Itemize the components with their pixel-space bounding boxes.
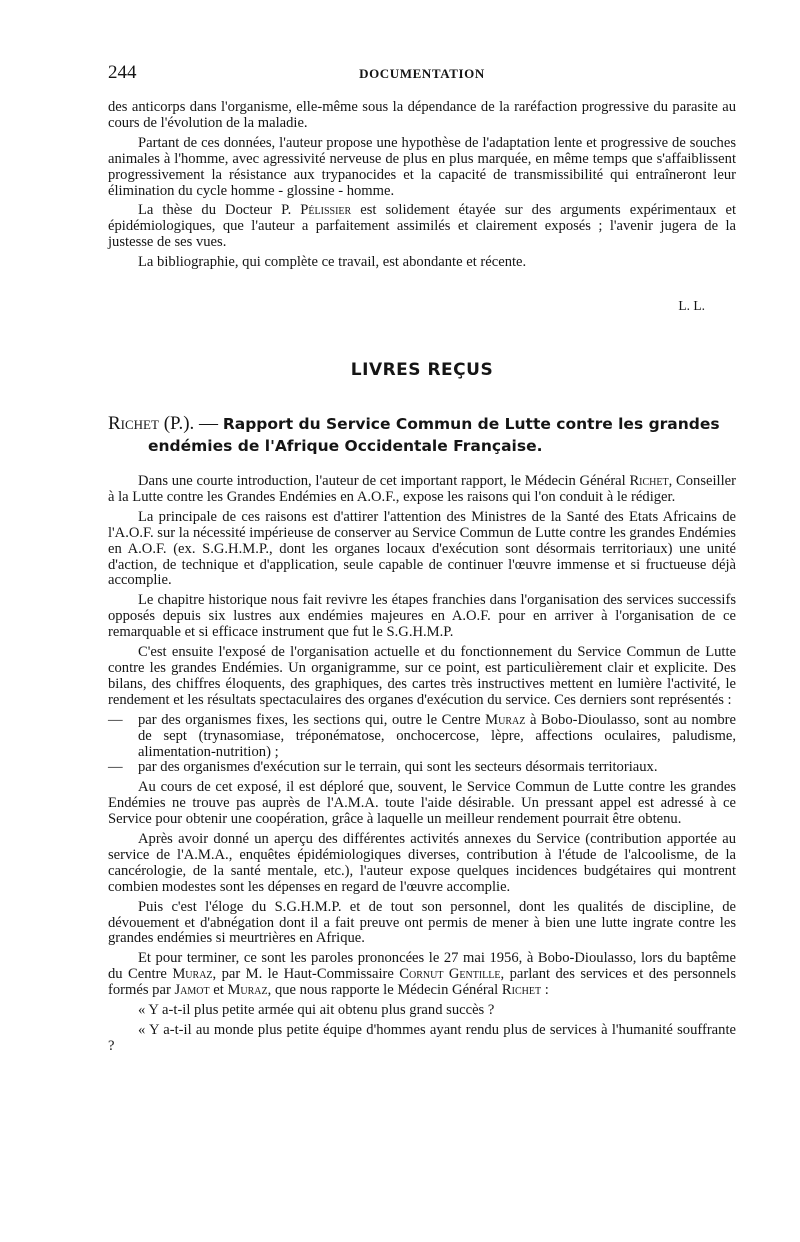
review-heading — [108, 413, 736, 457]
text-run: , que nous rapporte le Médecin Général — [267, 982, 502, 999]
text-run: , par M. le Haut-Commissaire — [212, 966, 400, 983]
review-heading-line-2 — [108, 435, 736, 457]
text-run: : — [541, 982, 549, 999]
paragraph: C'est ensuite l'exposé de l'organisation actuelle et du fonctionnement du Service Commun de Lutte contre les grandes Endémies. Un organigramme, sur ce point, est particulièrement clair et explicite. Des bilans, des chiffres éloquents, des graphiques, des cartes très instructives mettent en lumière l'activité, le rendement et les résultats spectaculaires des organes d'exécution du service. Ces derniers sont représentés : — [108, 644, 736, 708]
dash-bullet: — — [108, 759, 123, 776]
paragraph: Le chapitre historique nous fait revivre les étapes franchies dans l'organisation des services successifs opposés depuis six lustres aux endémies majeures en A.O.F. pour en arriver à l'organisation de ce remarquable et si efficace instrument que fut le S.G.H.M.P. — [108, 592, 736, 641]
person-name: Muraz — [227, 982, 268, 999]
quote: « Y a-t-il au monde plus petite équipe d'hommes ayant rendu plus de services à l'humanité souffrante ? — [108, 1022, 736, 1054]
text-run: et — [209, 982, 228, 999]
paragraph — [108, 474, 736, 506]
review-signature: L. L. — [678, 298, 705, 313]
paragraph: Puis c'est l'éloge du S.G.H.M.P. et de tout son personnel, dont les qualités de discipline, de dévouement et d'abnégation dont il a fait preuve ont permis de mener à bien une lutte ingrate contre les grandes endémies si meurtrières en Afrique. — [108, 898, 736, 947]
person-name: Jamot — [174, 982, 210, 999]
text-run: Dans une courte introduction, l'auteur de cet important rapport, le Médecin Général — [138, 473, 630, 489]
author-name: Pélissier — [300, 202, 352, 219]
text-run: La thèse du Docteur P. — [138, 202, 301, 219]
person-name: Muraz — [485, 711, 526, 728]
person-name: Muraz — [172, 966, 213, 983]
review-heading-line-1 — [108, 413, 736, 435]
person-name: Cornut Gentille — [399, 966, 501, 983]
text-run: par des organismes fixes, les sections qui, outre le Centre — [138, 711, 486, 728]
paragraph — [108, 951, 736, 999]
running-title: DOCUMENTATION — [359, 66, 485, 81]
text-run: est solidement étayée sur des arguments expérimentaux et épidémiologiques, que l'auteur a parfaitement assimilés et clairement exposés ; l'avenir jugera de la justesse de ses vues. — [108, 202, 736, 251]
paragraph: Partant de ces données, l'auteur propose une hypothèse de l'adaptation lente et progressive de souches animales à l'homme, avec agressivité nerveuse de plus en plus marquée, en même temps que s'affaiblissent progressivement la résistance aux trypanocides et la capacité de transmissibilité qui entraîneront leur élimination du cycle homme - glossine - homme. — [108, 134, 736, 199]
person-name: Richet — [629, 473, 669, 489]
previous-review-text — [108, 100, 736, 275]
paragraph: Après avoir donné un aperçu des différentes activités annexes du Service (contribution apportée au service de l'A.M.A., enquêtes épidémiologiques diverses, contribution à l'étude de l'alcoolisme, de la cancérologie, de la santé mentale, etc.), l'auteur expose quelques incidences budgétaires qui montrent combien modestes sont les dépenses en regard de l'œuvre accomplie. — [108, 831, 736, 895]
review-title: Rapport du Service Commun de Lutte contre les grandes — [222, 415, 720, 433]
text-run: à Bobo-Dioulasso, sont au nombre de sept (trynasomiase, tréponématose, onchocercose, lèpre, affections oculaires, paludisme, alimentation-nutrition) ; — [138, 711, 736, 760]
page-header — [108, 62, 736, 86]
paragraph: La principale de ces raisons est d'attirer l'attention des Ministres de la Santé des Etats Africains de l'A.O.F. sur la nécessité impérieuse de conserver au Service Commun de Lutte contre les grandes Endémies en A.O.F. (ex. S.G.H.M.P., dont les organes locaux d'exécution sont désormais territoriaux) une unité d'action, de technique et d'application, seule capable de continuer l'œuvre immense et si fructueuse déjà accomplie. — [108, 508, 736, 589]
paragraph: La bibliographie, qui complète ce travail, est abondante et récente. — [138, 254, 527, 271]
text-run: Et pour terminer, ce sont les paroles prononcées le 27 mai 1956, à Bobo-Dioulasso, lors du baptême du Centre — [108, 950, 736, 983]
list-item — [108, 713, 736, 761]
review-body — [108, 474, 736, 1059]
text-run: , parlant des services et des personnels formés par — [108, 966, 737, 999]
text-run: par des organismes d'exécution sur le terrain, qui sont les secteurs désormais territoriaux. — [138, 759, 658, 776]
person-name: Richet — [501, 982, 542, 999]
quote: « Y a-t-il plus petite armée qui ait obtenu plus grand succès ? — [138, 1002, 495, 1019]
list-item — [108, 760, 736, 776]
text-run: , Conseiller à la Lutte contre les Grandes Endémies en A.O.F., expose les raisons qui l'on conduit à le rédiger. — [108, 473, 736, 505]
dash-bullet: — — [108, 711, 123, 728]
page-number: 244 — [108, 62, 137, 83]
dash-list — [108, 713, 736, 777]
review-title-continued: endémies de l'Afrique Occidentale Française. — [148, 437, 543, 455]
paragraph — [108, 203, 736, 251]
review-author: Richet (P.). — — [108, 413, 223, 434]
paragraph: des anticorps dans l'organisme, elle-même sous la dépendance de la raréfaction progressive du parasite au cours de l'évolution de la maladie. — [108, 99, 736, 131]
section-title: LIVRES REÇUS — [350, 360, 494, 380]
paragraph: Au cours de cet exposé, il est déploré que, souvent, le Service Commun de Lutte contre les grandes Endémies ne trouve pas auprès de l'A.M.A. toute l'aide désirable. Un pressant appel est adressé à ce Service pour obtenir une coopération, grâce à laquelle un meilleur rendement pourrait être obtenu. — [108, 779, 736, 828]
